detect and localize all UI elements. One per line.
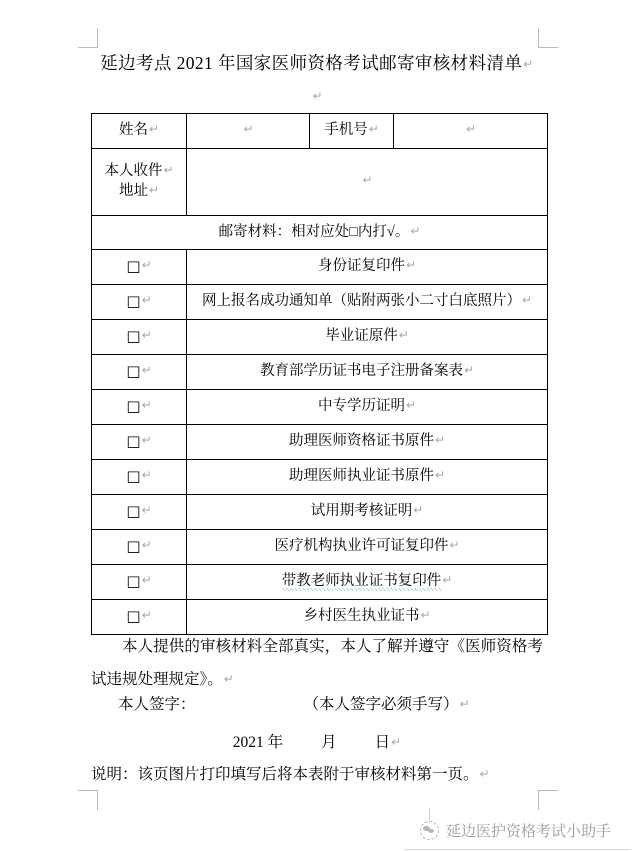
pilcrow-mark: ↵	[312, 89, 323, 103]
pilcrow-mark: ↵	[141, 293, 152, 308]
signature-note: （本人签字必须手写）	[303, 696, 459, 713]
item-label-cell	[187, 355, 548, 390]
item-label: 助理医师资格证书原件	[288, 433, 434, 450]
phone-label: 手机号	[324, 122, 368, 139]
pilcrow-mark: ↵	[141, 363, 152, 378]
pilcrow-mark: ↵	[223, 672, 234, 686]
signature-line	[118, 695, 470, 716]
pilcrow-mark: ↵	[141, 468, 152, 483]
date-year: 2021 年	[232, 734, 284, 751]
table-row	[92, 495, 548, 530]
pilcrow-mark: ↵	[413, 503, 424, 518]
phone-label-cell	[310, 114, 394, 149]
pilcrow-mark: ↵	[442, 573, 453, 588]
pilcrow-mark: ↵	[141, 538, 152, 553]
table-row-address	[92, 149, 548, 216]
footer-brand-label: 延边医护资格考试小助手	[446, 823, 612, 840]
pilcrow-mark: ↵	[141, 608, 152, 623]
pilcrow-mark: ↵	[163, 163, 174, 178]
table-row	[92, 425, 548, 460]
table-row-instruction	[92, 216, 548, 250]
address-label-line1: 本人收件↵	[104, 163, 174, 180]
pilcrow-mark: ↵	[449, 538, 460, 553]
item-label: 乡村医生执业证书	[303, 608, 420, 625]
checkbox-icon[interactable]: □	[126, 572, 141, 591]
footer-divider-top	[429, 808, 430, 820]
table-row	[92, 530, 548, 565]
date-month: 月	[321, 734, 337, 751]
table-row	[92, 390, 548, 425]
pilcrow-mark: ↵	[523, 57, 534, 71]
checkbox-icon[interactable]: □	[126, 397, 141, 416]
item-checkbox-cell[interactable]	[92, 285, 187, 320]
crop-mark-top-right	[538, 28, 558, 48]
name-value-cell[interactable]	[187, 114, 310, 149]
crop-mark-bottom-right	[538, 790, 558, 810]
date-day: 日	[374, 734, 391, 751]
checkbox-icon[interactable]: □	[126, 362, 141, 381]
mailing-materials-table	[91, 113, 548, 635]
item-checkbox-cell[interactable]	[92, 320, 187, 355]
pilcrow-mark: ↵	[463, 363, 475, 378]
item-label-cell	[187, 425, 548, 460]
table-row	[92, 460, 548, 495]
item-checkbox-cell[interactable]	[92, 250, 187, 285]
address-label-cell	[92, 149, 187, 216]
checkbox-icon[interactable]: □	[126, 292, 141, 311]
table-row	[92, 285, 548, 320]
crop-mark-bottom-left	[78, 790, 98, 810]
footer-brand[interactable]	[420, 820, 611, 841]
item-label-cell	[187, 460, 548, 495]
item-label-cell	[187, 285, 548, 320]
item-label: 带教老师执业证书复印件	[281, 573, 442, 590]
item-label-cell	[187, 530, 548, 565]
item-label: 中专学历证明	[317, 398, 405, 415]
pilcrow-mark: ↵	[398, 328, 409, 343]
pilcrow-mark: ↵	[362, 173, 373, 188]
pilcrow-mark: ↵	[141, 503, 152, 518]
pilcrow-mark: ↵	[434, 433, 446, 448]
item-checkbox-cell[interactable]	[92, 495, 187, 530]
pilcrow-mark: ↵	[420, 608, 431, 623]
item-label-cell	[187, 250, 548, 285]
signature-label: 本人签字：	[118, 696, 196, 713]
page-title	[0, 50, 634, 75]
crop-mark-top-left	[78, 28, 98, 48]
pilcrow-mark: ↵	[148, 122, 160, 137]
item-checkbox-cell[interactable]	[92, 355, 187, 390]
name-label-cell	[92, 114, 187, 149]
page-title-text: 延边考点 2021 年国家医师资格考试邮寄审核材料清单	[100, 53, 523, 73]
item-label: 网上报名成功通知单（贴附两张小二寸白底照片）	[201, 293, 521, 310]
name-label: 姓名	[118, 122, 148, 139]
pilcrow-mark: ↵	[521, 293, 533, 308]
item-checkbox-cell[interactable]	[92, 565, 187, 600]
pilcrow-mark: ↵	[391, 735, 402, 749]
item-label: 毕业证原件	[325, 328, 398, 345]
blank-paragraph	[0, 88, 634, 104]
checkbox-icon[interactable]: □	[126, 257, 141, 276]
pilcrow-mark: ↵	[141, 433, 152, 448]
item-label: 身份证复印件	[317, 258, 405, 275]
address-value-cell[interactable]	[187, 149, 548, 216]
item-label-cell	[187, 320, 548, 355]
item-checkbox-cell[interactable]	[92, 390, 187, 425]
item-checkbox-cell[interactable]	[92, 460, 187, 495]
footer-divider-bottom	[404, 849, 630, 850]
note-line	[91, 765, 490, 786]
item-label: 试用期考核证明	[310, 503, 413, 520]
phone-value-cell[interactable]	[394, 114, 548, 149]
pilcrow-mark: ↵	[465, 122, 477, 137]
wechat-logo-icon	[420, 821, 439, 840]
note-text: 说明：该页图片打印填写后将本表附于审核材料第一页。	[91, 766, 479, 783]
item-label-cell	[187, 495, 548, 530]
checkbox-icon[interactable]: □	[126, 467, 141, 486]
address-label-line2: 地址↵	[118, 183, 160, 199]
item-checkbox-cell[interactable]	[92, 425, 187, 460]
pilcrow-mark: ↵	[141, 328, 152, 343]
declaration-text: 本人提供的审核材料全部真实，本人了解并遵守《医师资格考试违规处理规定》。	[91, 638, 543, 688]
pilcrow-mark: ↵	[479, 767, 490, 781]
item-label: 教育部学历证书电子注册备案表	[259, 363, 463, 380]
instruction-text: 邮寄材料：相对应处□内打√。	[218, 223, 410, 240]
pilcrow-mark: ↵	[148, 183, 160, 197]
pilcrow-mark: ↵	[141, 258, 152, 273]
date-line	[0, 733, 634, 754]
table-row	[92, 250, 548, 285]
checkbox-icon[interactable]: □	[126, 327, 141, 346]
item-checkbox-cell[interactable]	[92, 530, 187, 565]
table-row	[92, 355, 548, 390]
pilcrow-mark: ↵	[405, 258, 417, 273]
pilcrow-mark: ↵	[141, 573, 152, 588]
item-label-cell	[187, 565, 548, 600]
item-label: 医疗机构执业许可证复印件	[274, 538, 449, 555]
table-row	[92, 565, 548, 600]
pilcrow-mark: ↵	[459, 697, 470, 711]
checkbox-icon[interactable]: □	[126, 502, 141, 521]
pilcrow-mark: ↵	[368, 122, 379, 137]
table-row	[92, 320, 548, 355]
pilcrow-mark: ↵	[405, 398, 417, 413]
pilcrow-mark: ↵	[141, 398, 152, 413]
pilcrow-mark: ↵	[243, 122, 254, 137]
item-label: 助理医师执业证书原件	[288, 468, 434, 485]
checkbox-icon[interactable]: □	[126, 432, 141, 451]
pilcrow-mark: ↵	[410, 223, 421, 238]
item-label-cell	[187, 390, 548, 425]
checkbox-icon[interactable]: □	[126, 607, 141, 626]
declaration-paragraph	[91, 630, 543, 696]
table-row-name-phone	[92, 114, 548, 149]
instruction-cell	[92, 216, 548, 250]
pilcrow-mark: ↵	[434, 468, 446, 483]
footer	[0, 808, 634, 851]
checkbox-icon[interactable]: □	[126, 537, 141, 556]
